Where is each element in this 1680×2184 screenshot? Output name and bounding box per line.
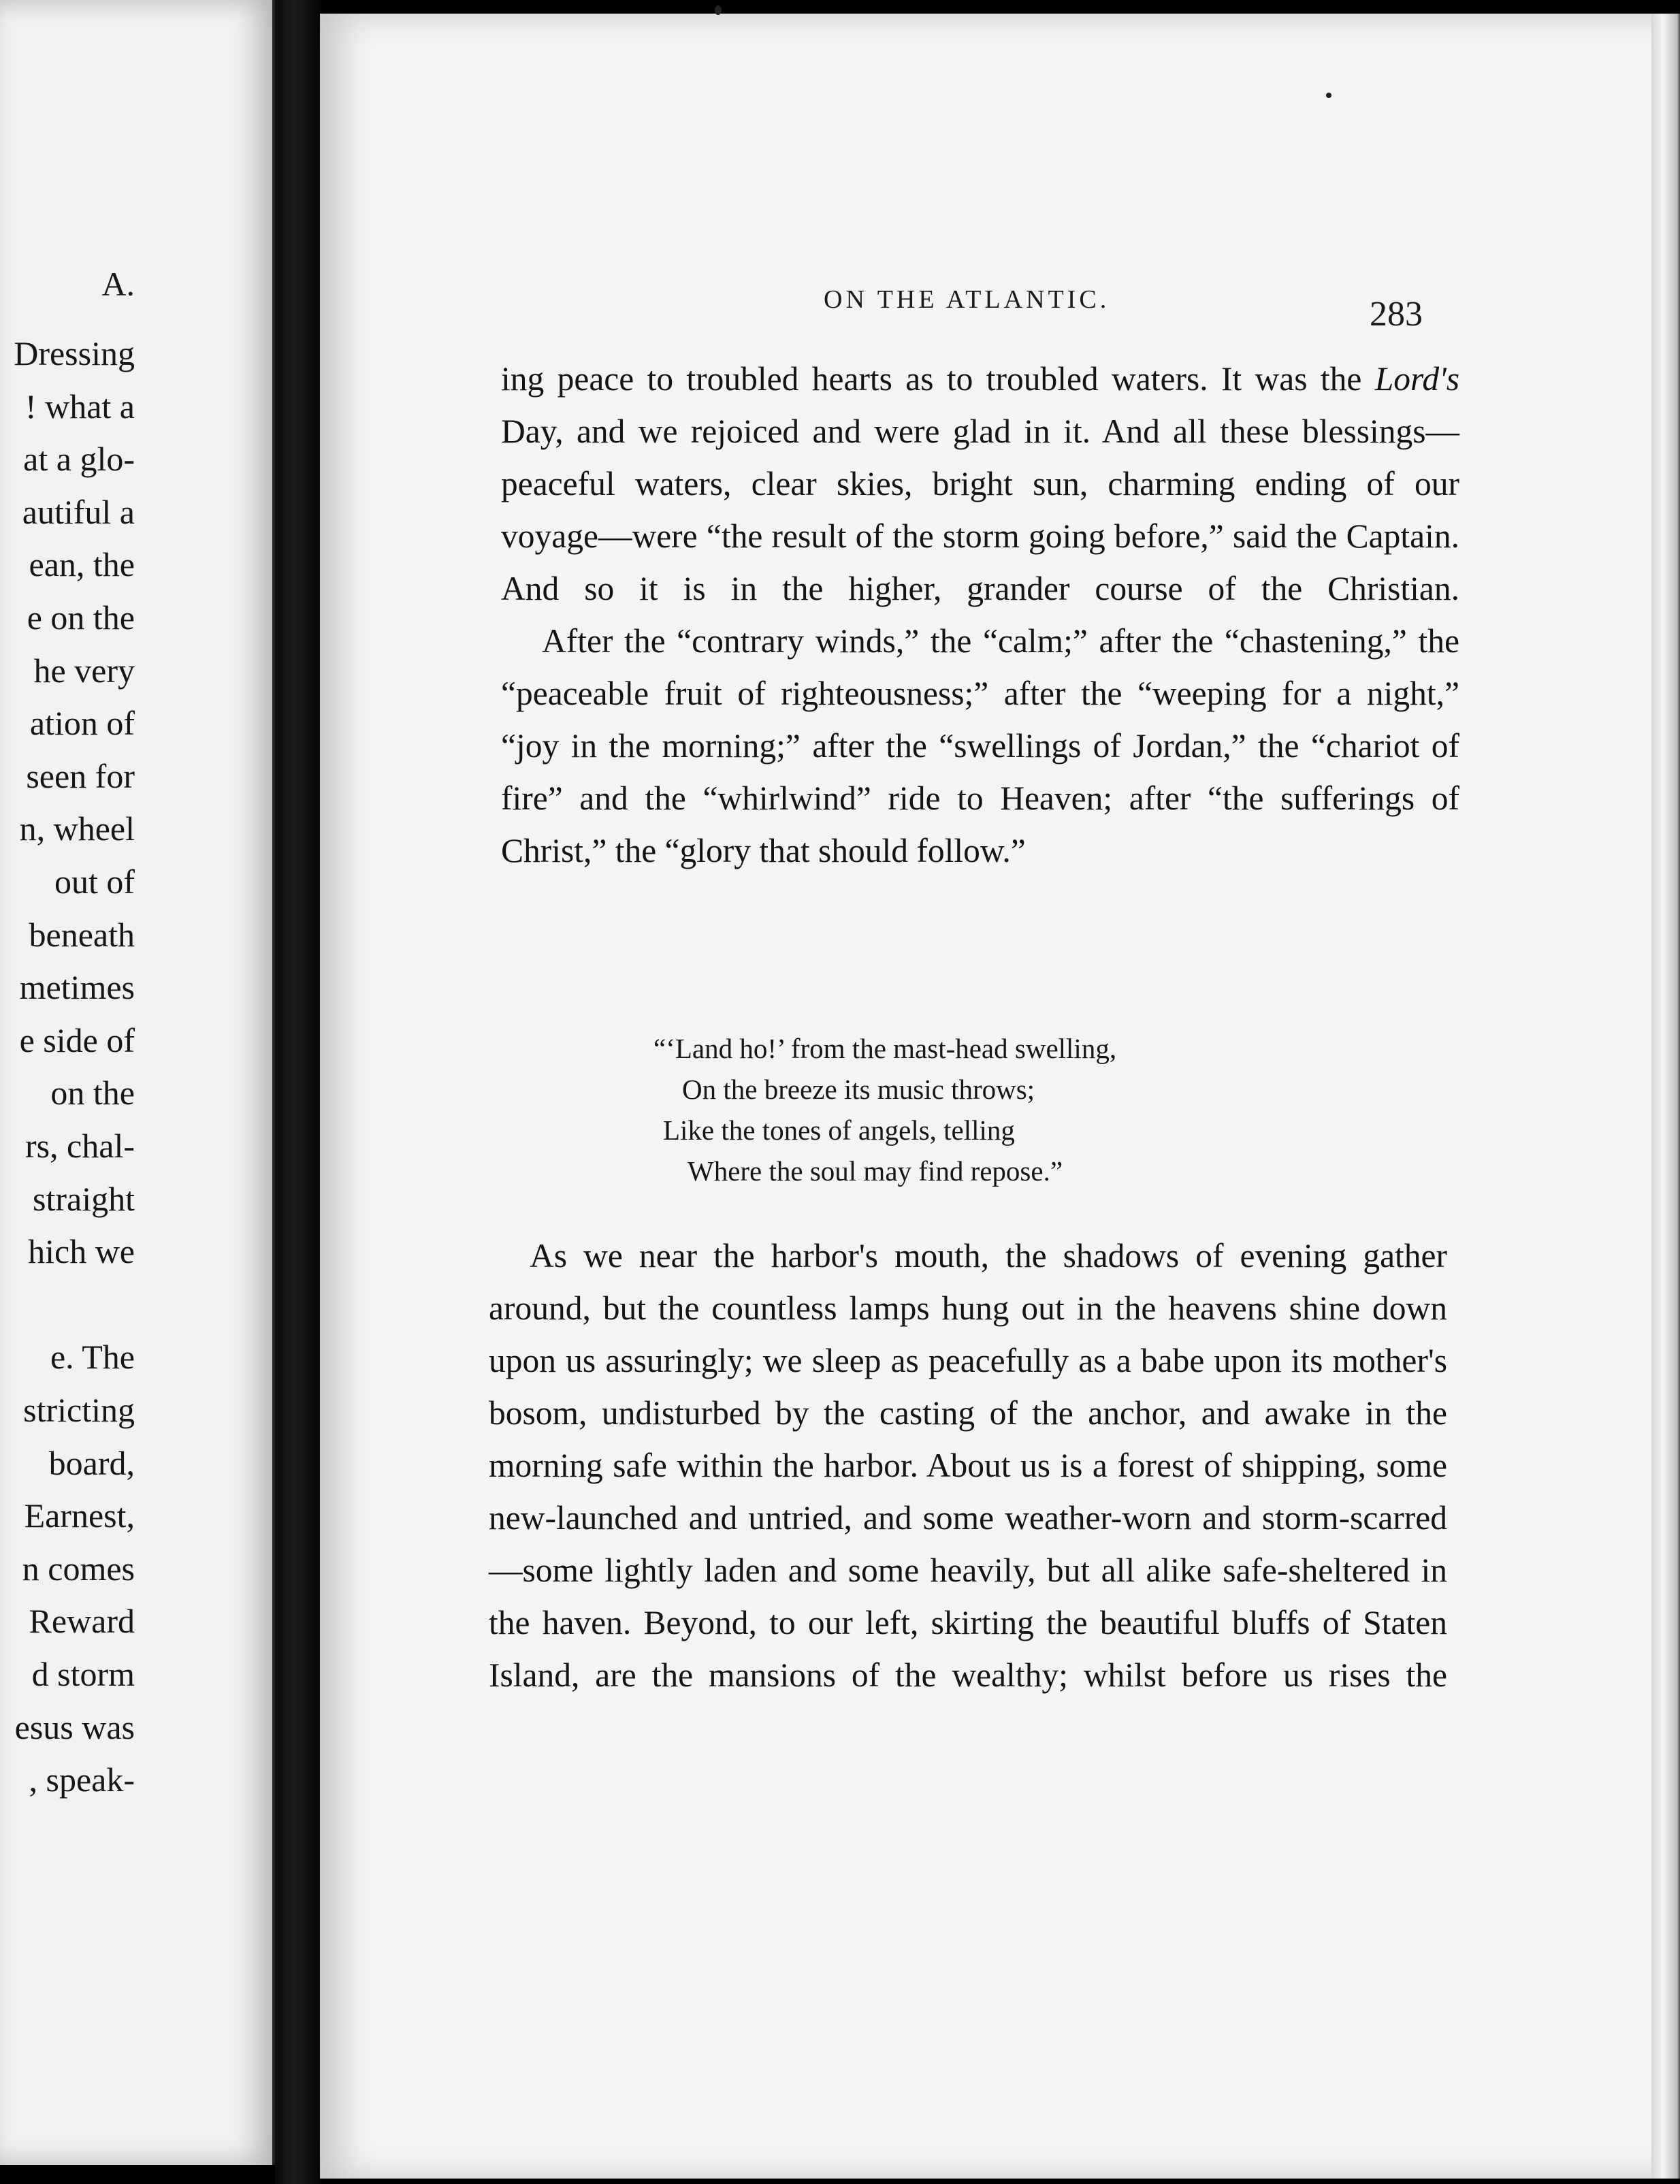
verse-line-4: Where the soul may find repose.” [688,1155,1063,1187]
paragraph-1-start: ing peace to troubled hearts as to troubled waters. It was the [501,360,1375,398]
left-facing-page [0,0,275,2165]
left-page-line: stricting [23,1391,135,1429]
left-page-line: on the [50,1074,135,1112]
left-page-line: n comes [22,1549,135,1588]
paper-speck [1326,93,1331,98]
paragraph-2: After the “contrary winds,” the “calm;” after the “chastening,” the “peaceable fruit of righteousness;” after the “weeping for a night,” “joy in the morning;” after the “swellings of Jordan,” the “chariot of fire” and the “whirlwind” ride to Heaven; after “the sufferings of Christ,” the “glory that should follow.” [501,622,1459,869]
left-page-line: ean, the [29,545,135,584]
page-number: 283 [1370,295,1423,334]
left-page-line: out of [54,863,135,901]
left-page-line: Reward [29,1602,135,1641]
verse-line-3: Like the tones of angels, telling [663,1114,1015,1146]
verse-quotation [653,1028,1116,1191]
paragraph-3: As we near the harbor's mouth, the shadows of evening gather around, but the countless lamps hung out in the heavens shine down upon us assuringly; we sleep as peacefully as a babe upon its mother's bosom, undisturbed by the casting of the anchor, and awake in the morning safe within the harbor. About us is a forest of shipping, some new-launched and untried, and some weather-worn and storm-scarred—some lightly laden and some heavily, but all alike safe-sheltered in the haven. Beyond, to our left, skirting the beautiful bluffs of Staten Island, are the mansions of the wealthy; whilst before us rises the [489,1237,1447,1694]
running-head: ON THE ATLANTIC. [824,285,1110,314]
left-page-line: e on the [27,598,135,637]
left-page-line: Earnest, [24,1496,135,1535]
left-page-line: beneath [29,915,135,954]
left-page-line: ! what a [25,387,135,425]
left-page-line: e side of [19,1021,135,1059]
verse-line-1: “‘Land ho!’ from the mast-head swelling, [653,1033,1117,1064]
paragraph-1 [501,353,1459,615]
left-page-text [0,0,272,2165]
left-page-line: , speak- [29,1761,135,1799]
paragraph-1-italic: Lord's [1374,360,1459,398]
left-page-line: metimes [19,968,135,1007]
left-page-line: e. The [50,1338,135,1377]
left-page-line: d storm [31,1655,135,1693]
left-page-line: n, wheel [19,809,135,848]
left-page-line: rs, chal- [25,1127,135,1165]
left-page-line: ation of [29,704,135,743]
left-page-line: A. [101,265,135,303]
left-page-line: esus was [14,1707,135,1746]
body-text-bottom [489,1230,1447,1701]
left-page-line: he very [33,651,135,690]
left-page-line: hich we [28,1232,135,1271]
paragraph-1-end: Day, and we rejoiced and were glad in it. And all these blessings—peaceful waters, clear skies, bright sun, charming ending of our voyage—were “the result of the storm going before,” said the Captain. And so it is in the higher, grander course of the Christian. [501,413,1459,607]
left-page-line: at a glo- [23,440,135,479]
paper-speck [715,5,722,15]
left-page-line: seen for [26,756,135,795]
left-page-line: autiful a [22,492,135,531]
book-gutter [275,0,321,2184]
left-page-line: board, [48,1443,135,1482]
left-page-line: straight [33,1179,135,1218]
verse-line-2: On the breeze its music throws; [682,1074,1035,1105]
left-page-line: Dressing [14,334,135,372]
body-text-top [501,353,1459,877]
right-page-edge [1651,14,1680,2179]
